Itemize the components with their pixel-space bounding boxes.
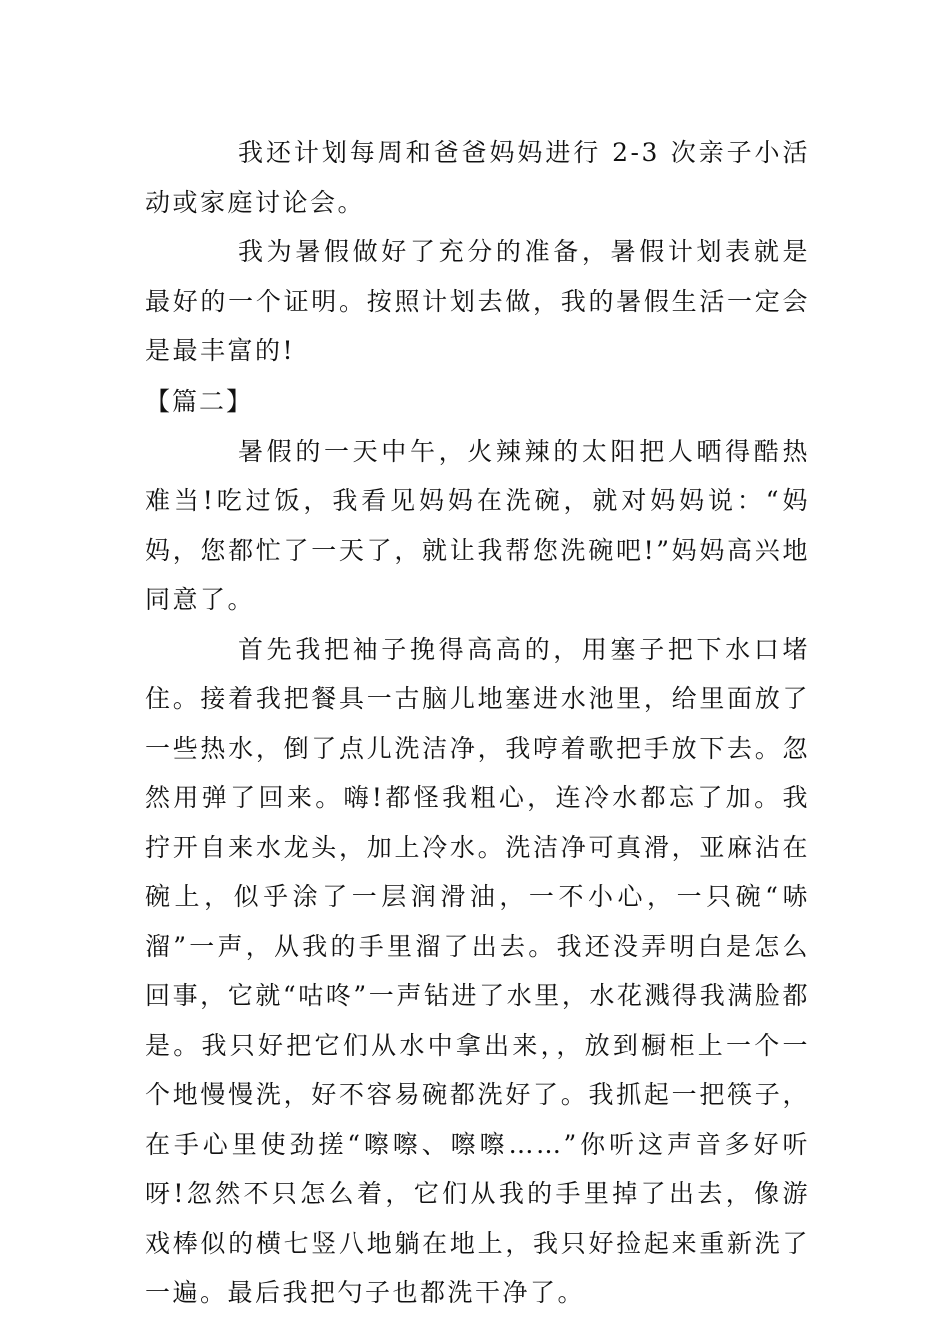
text-block-section-two [145,377,810,1318]
text-block-top [145,128,810,376]
paragraph-family-activities: 我还计划每周和爸爸妈妈进行 2-3 次亲子小活动或家庭讨论会。 [145,138,810,217]
paragraph-washing-dishes: 首先我把袖子挽得高高的，用塞子把下水口堵住。接着我把餐具一古脑儿地塞进水池里，给里面放了一些热水，倒了点儿洗洁净，我哼着歌把手放下去。忽然用弹了回来。嗨!都怪我粗心，连冷水都忘了加。我拧开自来水龙头，加上冷水。洗洁净可真滑，亚麻沾在碗上，似乎涂了一层润滑油，一不小心，一只碗“哧溜”一声，从我的手里溜了出去。我还没弄明白是怎么回事，它就“咕咚”一声钻进了水里，水花溅得我满脸都是。我只好把它们从水中拿出来，，放到橱柜上一个一个地慢慢洗，好不容易碗都洗好了。我抓起一把筷子，在手心里使劲搓“嚓嚓、嚓嚓……”你听这声音多好听呀!忽然不只怎么着，它们从我的手里掉了出去，像游戏棒似的横七竖八地躺在地上，我只好捡起来重新洗了一遍。最后我把勺子也都洗干净了。 [145,634,810,1307]
paragraph-summer-plan-summary: 我为暑假做好了充分的准备，暑假计划表就是最好的一个证明。按照计划去做，我的暑假生活一定会是最丰富的! [145,237,810,365]
paragraph-hot-noon: 暑假的一天中午，火辣辣的太阳把人晒得酷热难当!吃过饭，我看见妈妈在洗碗，就对妈妈说：“妈妈，您都忙了一天了，就让我帮您洗碗吧!”妈妈高兴地同意了。 [145,436,810,614]
section-heading: 【篇二】 [145,387,254,416]
